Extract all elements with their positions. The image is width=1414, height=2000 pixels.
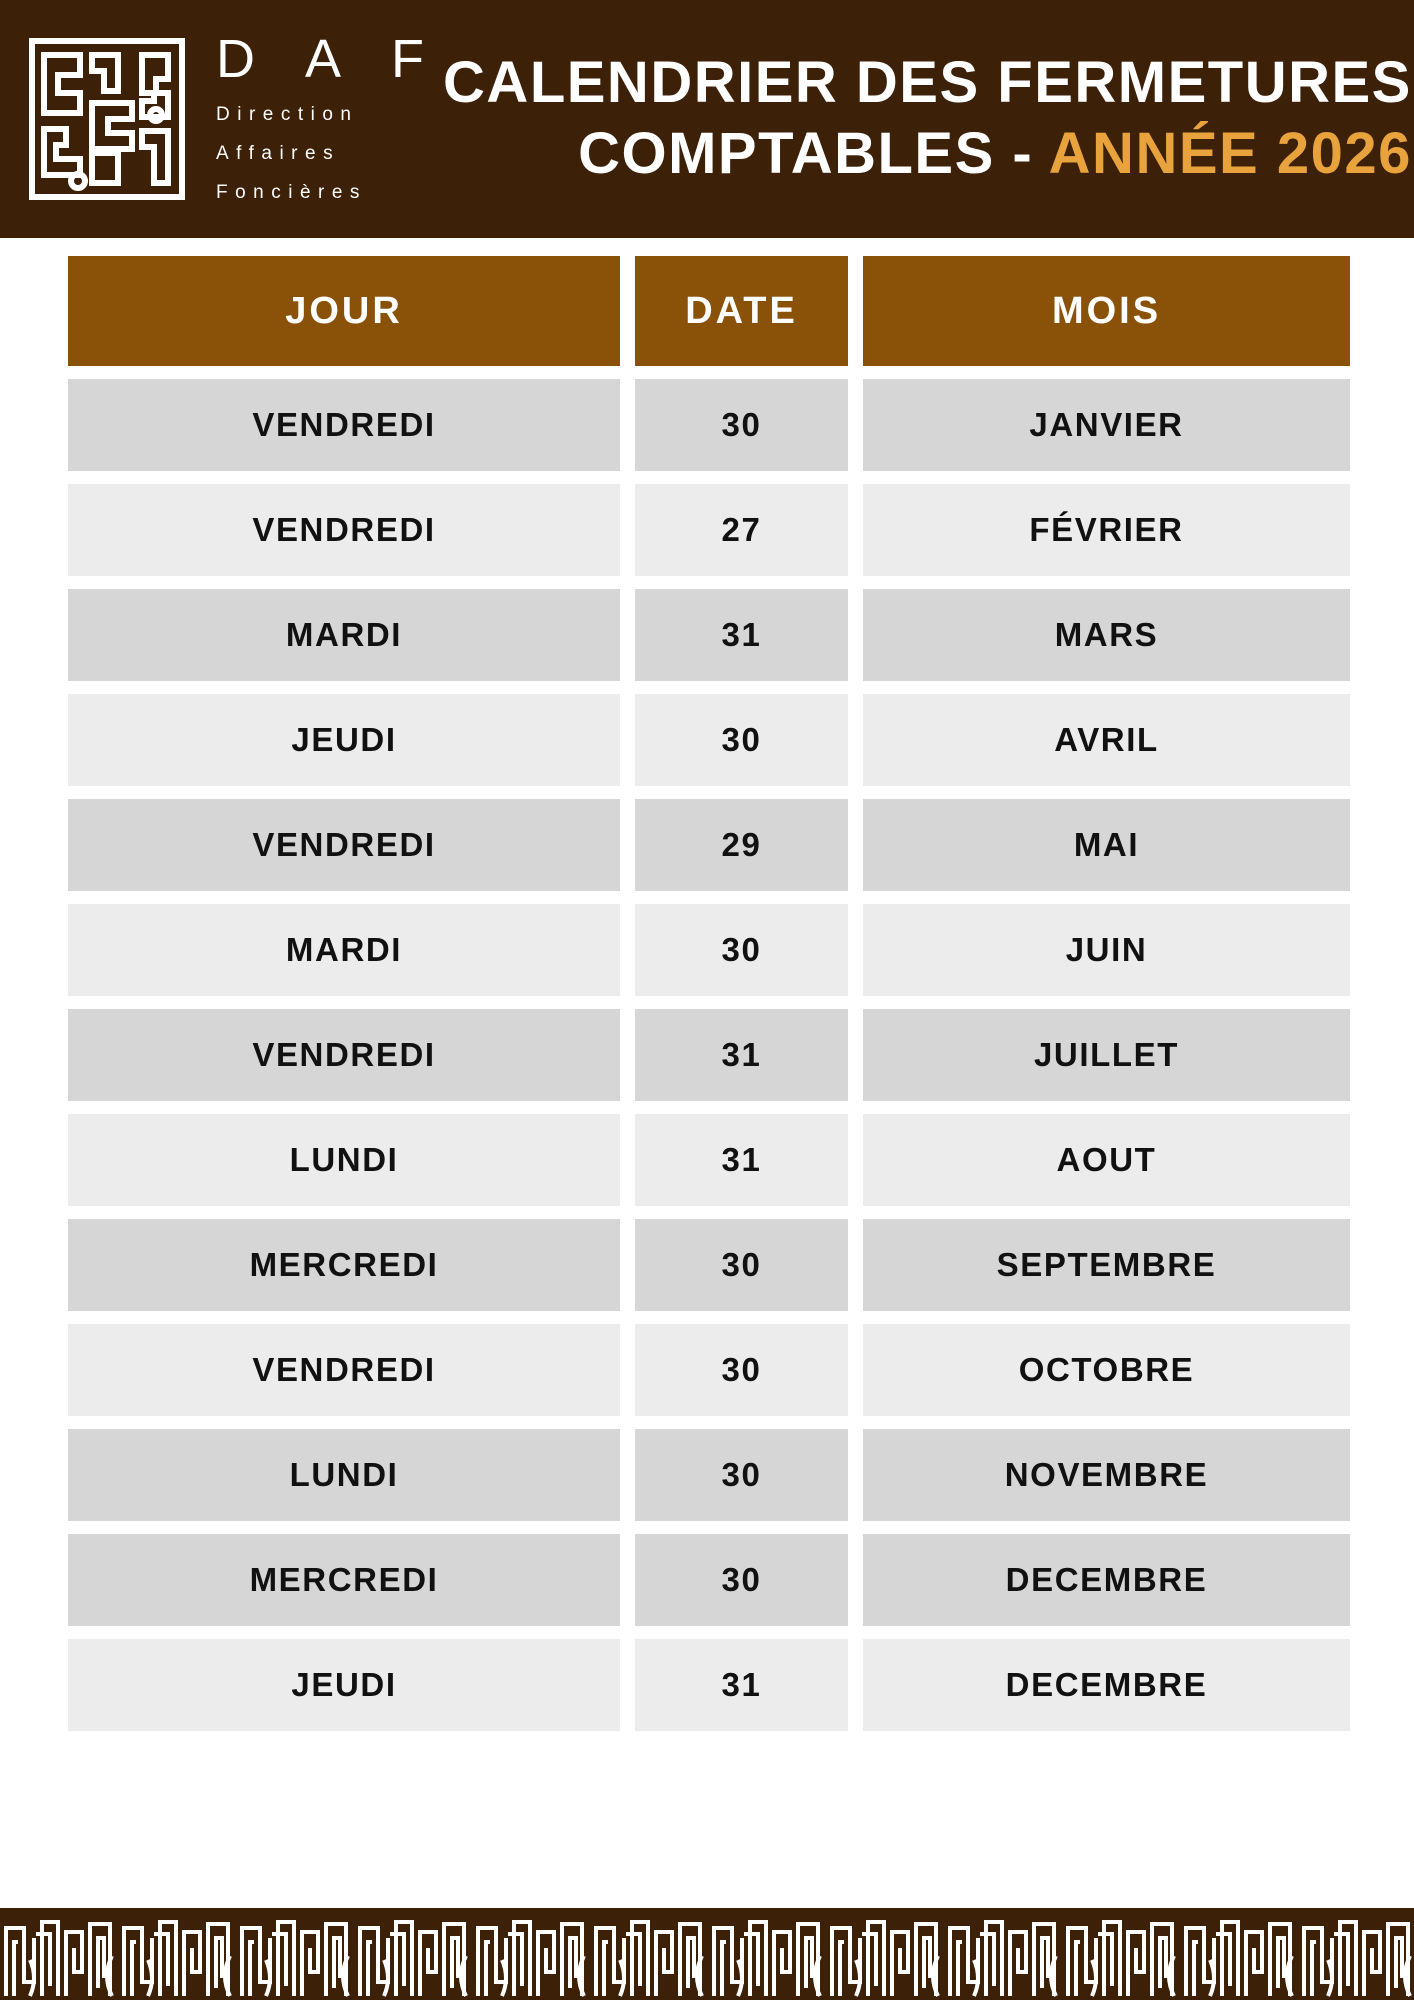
title-year: ANNÉE 2026: [1048, 121, 1412, 186]
cell-mois: JUILLET: [863, 1009, 1350, 1101]
cell-date: 29: [635, 799, 848, 891]
table-row: [68, 1219, 1369, 1311]
logo-initials: D A F: [216, 29, 444, 90]
cell-date: 31: [635, 1009, 848, 1101]
table-row: [68, 799, 1369, 891]
cell-jour: MARDI: [68, 904, 620, 996]
column-header-jour: JOUR: [68, 256, 620, 366]
cell-date: 27: [635, 484, 848, 576]
closures-table: [0, 238, 1414, 1731]
cell-mois: DECEMBRE: [863, 1534, 1350, 1626]
cell-jour: JEUDI: [68, 1639, 620, 1731]
cell-mois: AOUT: [863, 1114, 1350, 1206]
cell-mois: NOVEMBRE: [863, 1429, 1350, 1521]
cell-mois: OCTOBRE: [863, 1324, 1350, 1416]
cell-jour: VENDREDI: [68, 1324, 620, 1416]
logo-line-direction: Direction: [216, 103, 359, 125]
column-header-mois: MOIS: [863, 256, 1350, 366]
cell-date: 30: [635, 1429, 848, 1521]
cell-mois: MARS: [863, 589, 1350, 681]
table-row: [68, 1534, 1369, 1626]
column-header-date: DATE: [635, 256, 848, 366]
title-line-2-main: COMPTABLES -: [578, 121, 1049, 186]
cell-date: 30: [635, 694, 848, 786]
cell-jour: VENDREDI: [68, 799, 620, 891]
table-row: [68, 1429, 1369, 1521]
daf-logo: [22, 29, 443, 209]
table-header-row: [68, 256, 1369, 366]
title-line-2: [443, 119, 1412, 190]
logo-wordmark: [216, 30, 443, 208]
cell-mois: MAI: [863, 799, 1350, 891]
cell-date: 30: [635, 904, 848, 996]
cell-date: 31: [635, 589, 848, 681]
cell-jour: LUNDI: [68, 1114, 620, 1206]
cell-jour: MERCREDI: [68, 1219, 620, 1311]
kanak-logo-icon: [22, 29, 192, 209]
cell-mois: SEPTEMBRE: [863, 1219, 1350, 1311]
table-row: [68, 694, 1369, 786]
cell-date: 30: [635, 1534, 848, 1626]
cell-jour: VENDREDI: [68, 1009, 620, 1101]
table-row: [68, 484, 1369, 576]
footer-pattern: [0, 1908, 1414, 2000]
cell-mois: JUIN: [863, 904, 1350, 996]
cell-jour: JEUDI: [68, 694, 620, 786]
cell-jour: MARDI: [68, 589, 620, 681]
logo-line-affaires: Affaires: [216, 142, 341, 164]
cell-date: 30: [635, 1219, 848, 1311]
table-row: [68, 904, 1369, 996]
kanak-border-icon: [0, 1908, 1414, 2000]
table-row: [68, 1639, 1369, 1731]
table-row: [68, 379, 1369, 471]
table-row: [68, 589, 1369, 681]
cell-jour: MERCREDI: [68, 1534, 620, 1626]
cell-mois: JANVIER: [863, 379, 1350, 471]
page-title: [443, 48, 1414, 190]
table-row: [68, 1114, 1369, 1206]
title-line-1: CALENDRIER DES FERMETURES: [443, 50, 1412, 116]
cell-mois: DECEMBRE: [863, 1639, 1350, 1731]
cell-mois: AVRIL: [863, 694, 1350, 786]
cell-date: 30: [635, 1324, 848, 1416]
cell-jour: LUNDI: [68, 1429, 620, 1521]
cell-mois: FÉVRIER: [863, 484, 1350, 576]
cell-jour: VENDREDI: [68, 484, 620, 576]
cell-jour: VENDREDI: [68, 379, 620, 471]
table-row: [68, 1009, 1369, 1101]
cell-date: 31: [635, 1639, 848, 1731]
page-header: [0, 0, 1414, 238]
cell-date: 31: [635, 1114, 848, 1206]
table-row: [68, 1324, 1369, 1416]
logo-line-foncieres: Foncières: [216, 182, 367, 204]
cell-date: 30: [635, 379, 848, 471]
